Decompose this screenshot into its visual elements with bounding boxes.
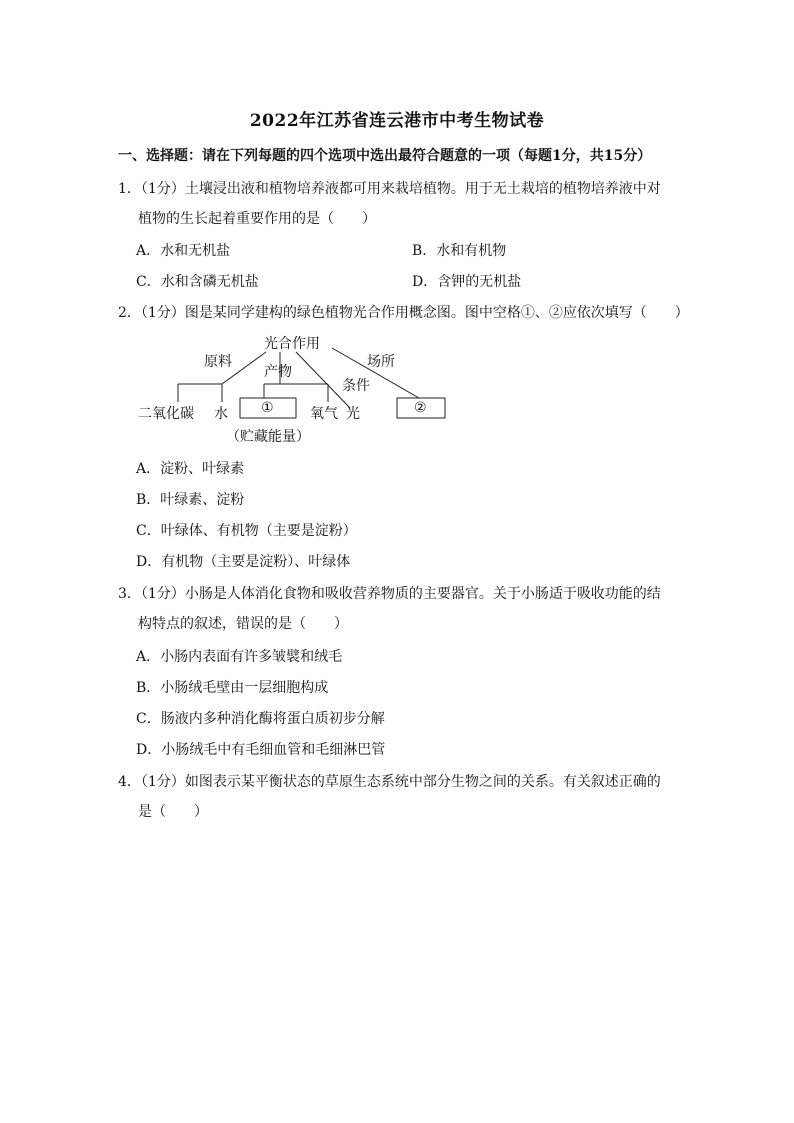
diagram-materials-label: 原料 <box>204 354 232 370</box>
exam-title: 2022年江苏省连云港市中考生物试卷 <box>249 111 545 131</box>
q2-option-b[interactable]: B．叶绿素、淀粉 <box>136 492 245 508</box>
q1-stem-line1: 1．（1分）土壤浸出液和植物培养液都可用来栽培植物。用于无土栽培的植物培养液中对 <box>118 181 661 197</box>
diagram-co2-label: 二氧化碳 <box>138 406 194 422</box>
q3-stem-line2: 构特点的叙述，错误的是（ ） <box>138 616 348 632</box>
diagram-light-label: 光 <box>346 406 360 422</box>
diagram-site-label: 场所 <box>367 354 395 370</box>
q1-stem-line2: 植物的生长起着重要作用的是（ ） <box>138 211 376 227</box>
q3-option-b[interactable]: B．小肠绒毛壁由一层细胞构成 <box>136 680 329 696</box>
q1-option-d[interactable]: D．含钾的无机盐 <box>412 274 522 290</box>
q1-option-a[interactable]: A．水和无机盐 <box>136 243 231 259</box>
diagram-water-label: 水 <box>214 406 228 422</box>
q1-option-c[interactable]: C．水和含磷无机盐 <box>136 274 259 290</box>
diagram-root-label: 光合作用 <box>264 336 320 352</box>
q3-option-a[interactable]: A．小肠内表面有许多皱襞和绒毛 <box>136 649 343 665</box>
q2-option-a[interactable]: A．淀粉、叶绿素 <box>136 461 245 477</box>
diagram-energy-note: （贮藏能量） <box>226 429 310 445</box>
q3-option-c[interactable]: C．肠液内多种消化酶将蛋白质初步分解 <box>136 711 385 727</box>
section-heading: 一、选择题：请在下列每题的四个选项中选出最符合题意的一项（每题1分，共15分） <box>118 148 652 164</box>
q1-option-b[interactable]: B．水和有机物 <box>412 243 507 259</box>
q4-stem-line1: 4．（1分）如图表示某平衡状态的草原生态系统中部分生物之间的关系。有关叙述正确的 <box>118 774 661 790</box>
q3-option-d[interactable]: D．小肠绒毛中有毛细血管和毛细淋巴管 <box>136 742 386 758</box>
q2-option-d[interactable]: D．有机物（主要是淀粉）、叶绿体 <box>136 554 351 570</box>
photosynthesis-concept-map <box>134 330 454 450</box>
diagram-blank1-label: ① <box>261 400 274 416</box>
diagram-oxygen-label: 氧气 <box>310 406 338 422</box>
q4-stem-line2: 是（ ） <box>138 804 208 820</box>
diagram-conditions-label: 条件 <box>342 378 370 394</box>
q2-option-c[interactable]: C．叶绿体、有机物（主要是淀粉） <box>136 523 357 539</box>
diagram-blank2-label: ② <box>414 400 427 416</box>
q2-stem-line1: 2．（1分）图是某同学建构的绿色植物光合作用概念图。图中空格①、②应依次填写（ ） <box>118 305 689 321</box>
diagram-products-label: 产物 <box>264 364 292 380</box>
q3-stem-line1: 3．（1分）小肠是人体消化食物和吸收营养物质的主要器官。关于小肠适于吸收功能的结 <box>118 586 661 602</box>
